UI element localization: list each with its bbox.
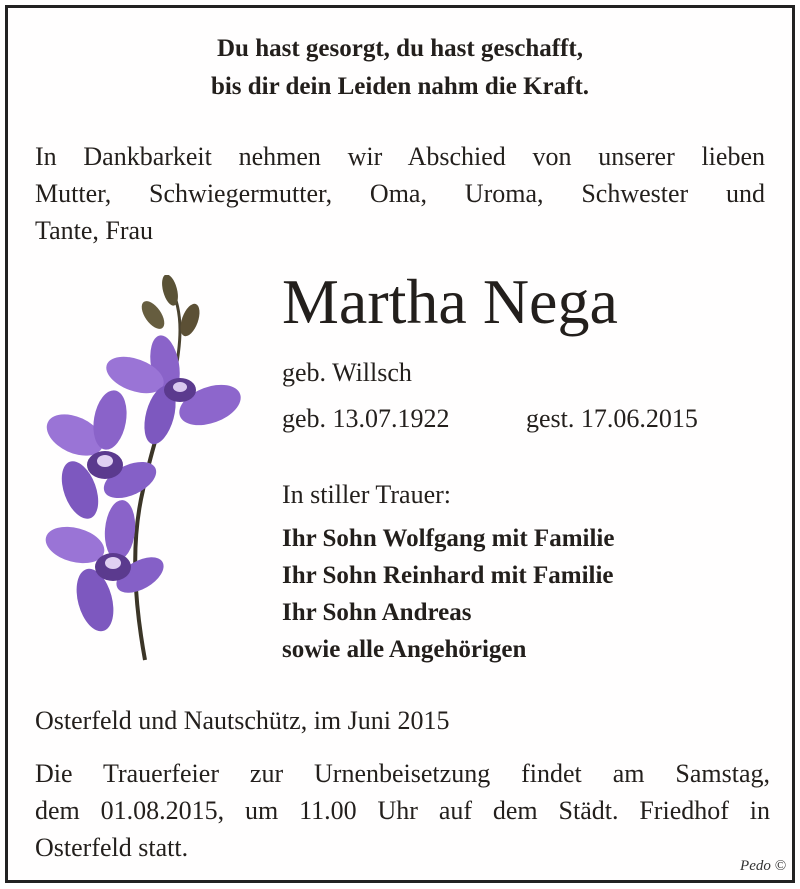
orchid-image <box>35 275 250 670</box>
birth-date: geb. 13.07.1922 <box>282 404 450 433</box>
intro-text <box>35 138 765 249</box>
motto-line-2: bis dir dein Leiden nahm die Kraft. <box>210 73 590 100</box>
death-date: gest. 17.06.2015 <box>526 404 698 433</box>
mourner-item: Ihr Sohn Reinhard mit Familie <box>282 562 614 589</box>
motto-line-1: Du hast gesorgt, du hast geschafft, <box>217 35 583 62</box>
ceremony-text <box>35 755 770 866</box>
ceremony-line-3: Osterfeld statt. <box>35 833 189 862</box>
intro-line-2: Mutter, Schwiegermutter, Oma, Uroma, Schwester und <box>35 179 765 208</box>
mourner-item: Ihr Sohn Andreas <box>282 599 472 626</box>
mourner-item: Ihr Sohn Wolfgang mit Familie <box>282 525 615 552</box>
deceased-name: Martha Nega <box>282 266 618 337</box>
mourning-heading: In stiller Trauer: <box>282 480 451 509</box>
place-date: Osterfeld und Nautschütz, im Juni 2015 <box>35 706 450 735</box>
intro-line-3: Tante, Frau <box>35 216 154 245</box>
intro-line-1: In Dankbarkeit nehmen wir Abschied von unserer lieben <box>35 142 765 171</box>
motto <box>0 30 800 106</box>
mourner-item: sowie alle Angehörigen <box>282 636 527 663</box>
ceremony-line-1: Die Trauerfeier zur Urnenbeisetzung findet am Samstag, <box>35 759 770 788</box>
ceremony-line-2: dem 01.08.2015, um 11.00 Uhr auf dem Städt. Friedhof in <box>35 796 770 825</box>
credit-mark: Pedo © <box>740 858 786 874</box>
mourners-list <box>282 520 614 668</box>
maiden-name: geb. Willsch <box>282 358 412 387</box>
